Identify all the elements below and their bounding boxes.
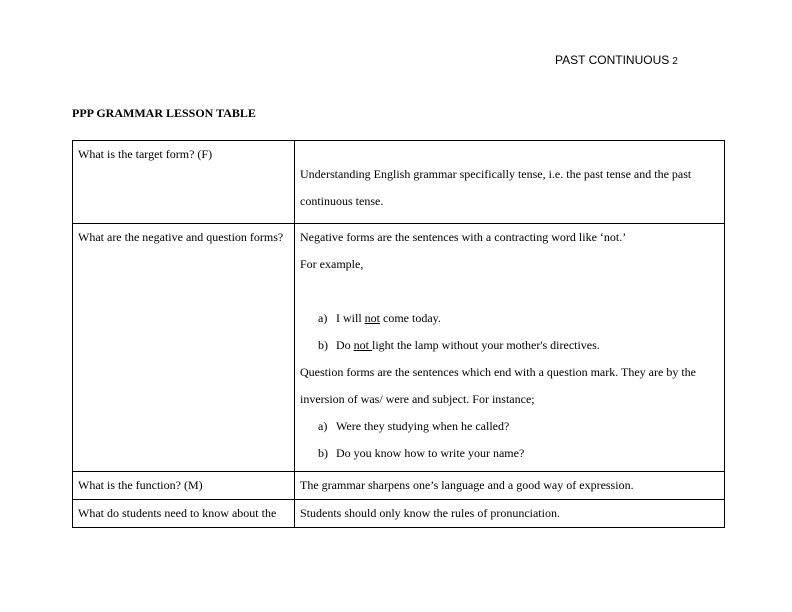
document-title: PPP GRAMMAR LESSON TABLE [72, 106, 256, 120]
page-number: 2 [672, 56, 678, 67]
list-marker: b) [318, 338, 328, 352]
list-item [300, 305, 719, 332]
underlined-word: not [353, 338, 373, 352]
question-cell: What is the target form? (F) [73, 141, 295, 224]
table-row-students-need [73, 500, 725, 528]
question-forms-line: inversion of was/ were and subject. For instance; [300, 392, 535, 406]
list-text: Do [336, 338, 354, 352]
table-row-function [73, 472, 725, 500]
question-cell: What are the negative and question forms? [73, 224, 295, 472]
list-text: I will [336, 311, 365, 325]
list-text: Were they studying when he called? [336, 419, 510, 433]
answer-cell [295, 141, 725, 224]
list-marker: b) [318, 446, 328, 460]
answer-text-line: Understanding English grammar specifically tense, i.e. the past tense and the past [300, 167, 692, 181]
question-cell: What is the function? (M) [73, 472, 295, 500]
list-item [300, 440, 719, 467]
negative-intro: Negative forms are the sentences with a contracting word like ‘not.’ [300, 230, 627, 244]
answer-text-line: continuous tense. [300, 194, 384, 208]
list-marker: a) [318, 311, 328, 325]
blank-line [300, 278, 719, 305]
list-text: Do you know how to write your name? [336, 446, 525, 460]
question-forms-line: Question forms are the sentences which end with a question mark. They are by the [300, 365, 696, 379]
answer-cell: The grammar sharpens one’s language and a good way of expression. [295, 472, 725, 500]
list-text: come today. [380, 311, 441, 325]
list-item [300, 413, 719, 440]
lesson-table [72, 140, 725, 528]
question-cell: What do students need to know about the [73, 500, 295, 528]
list-text: light the lamp without your mother's directives. [372, 338, 600, 352]
example-label: For example, [300, 257, 364, 271]
underlined-word: not [364, 311, 381, 325]
answer-cell [295, 224, 725, 472]
table-row-negative-question-forms [73, 224, 725, 472]
running-head [555, 53, 678, 67]
list-item [300, 332, 719, 359]
table-row-target-form [73, 141, 725, 224]
running-head-text: PAST CONTINUOUS [555, 53, 670, 67]
answer-cell: Students should only know the rules of pronunciation. [295, 500, 725, 528]
list-marker: a) [318, 419, 328, 433]
